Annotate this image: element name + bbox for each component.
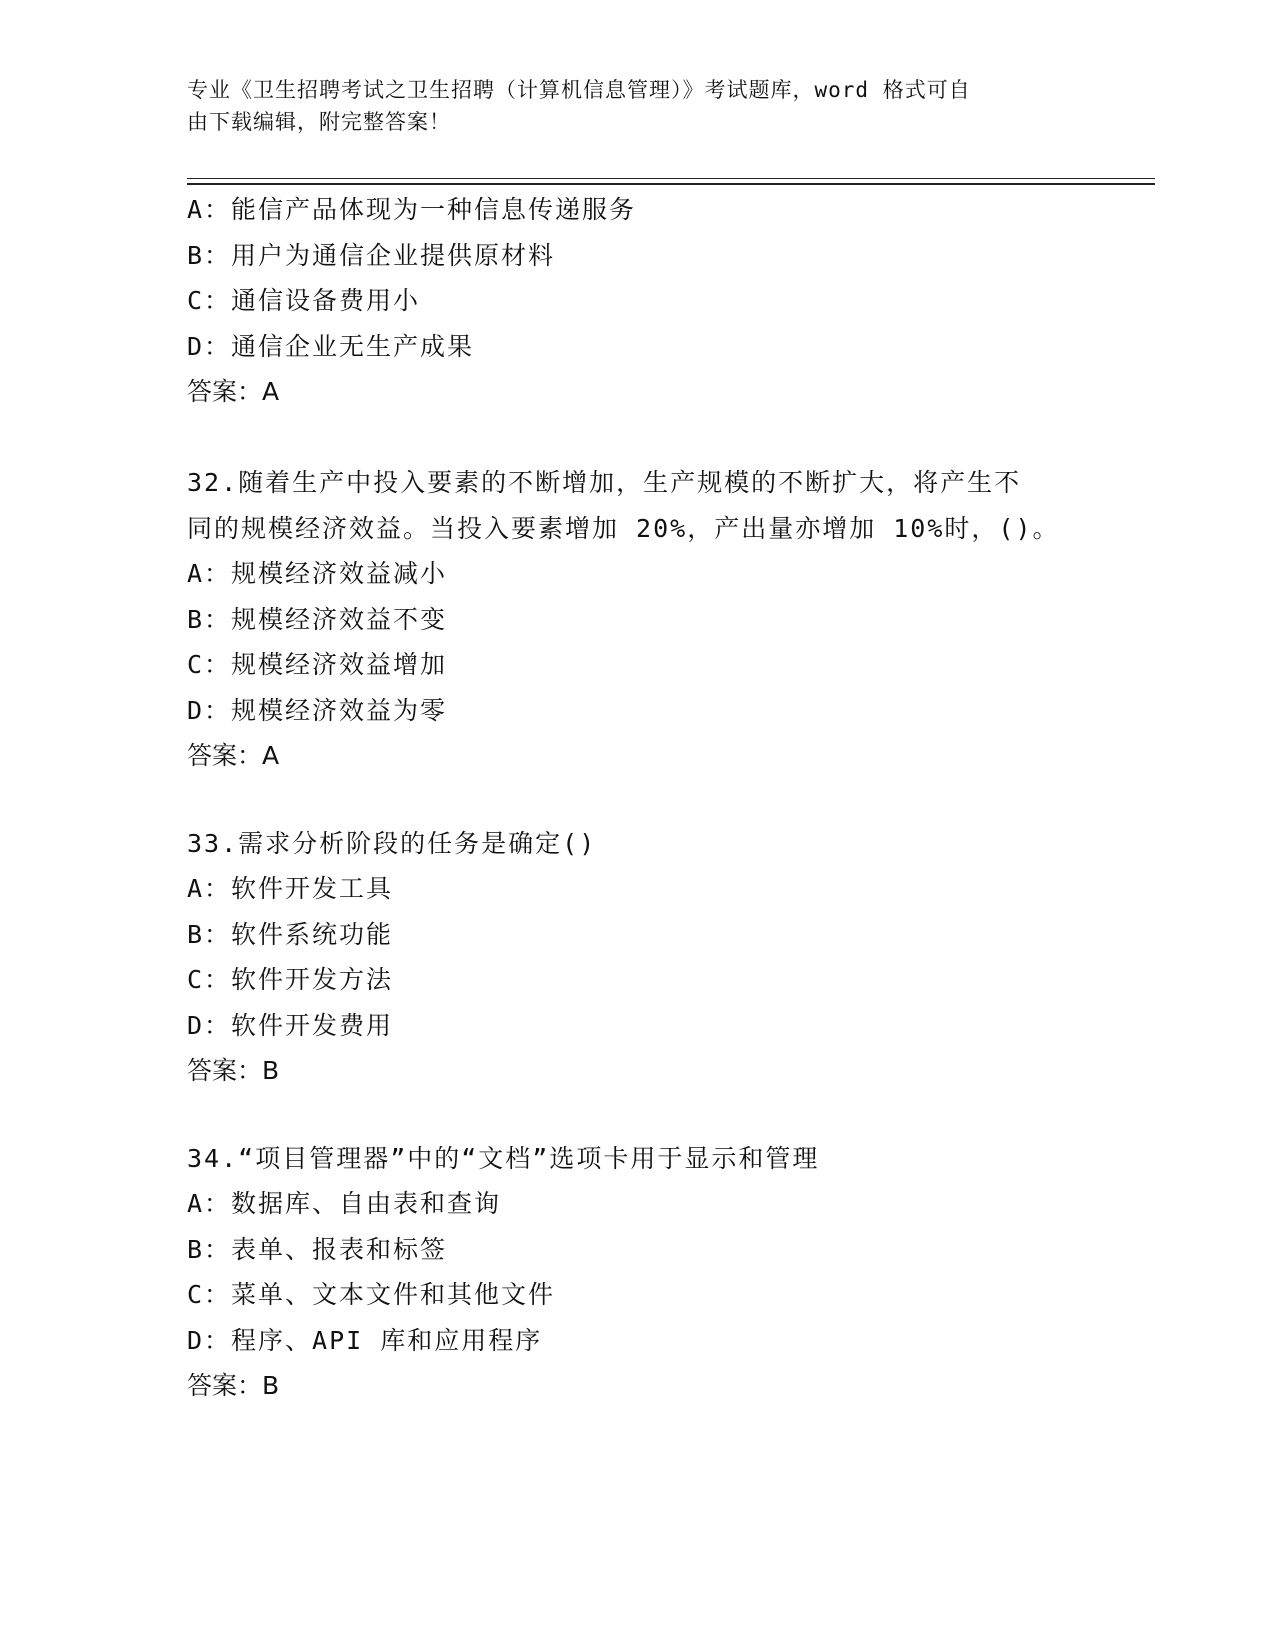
option-b: B：表单、报表和标签	[187, 1234, 448, 1264]
question-31	[187, 187, 1087, 415]
option-d: D：规模经济效益为零	[187, 695, 448, 725]
question-34	[187, 1136, 1087, 1409]
option-a: A：软件开发工具	[187, 874, 394, 903]
question-stem: 32.随着生产中投入要素的不断增加，生产规模的不断扩大，将产生不	[187, 468, 1022, 497]
question-32	[187, 460, 1087, 779]
option-c: C：软件开发方法	[187, 965, 394, 994]
question-33	[187, 821, 1087, 1094]
header-line-1: 专业《卫生招聘考试之卫生招聘（计算机信息管理）》考试题库，word 格式可自	[187, 78, 971, 102]
option-d: D：通信企业无生产成果	[187, 331, 475, 361]
option-a: A：规模经济效益减小	[187, 559, 448, 588]
spacer	[187, 415, 1087, 461]
option-c: C：菜单、文本文件和其他文件	[187, 1280, 556, 1309]
spacer	[187, 779, 1087, 821]
option-d: D：软件开发费用	[187, 1010, 394, 1040]
option-b: B：用户为通信企业提供原材料	[187, 240, 556, 270]
header-line-2: 由下载编辑，附完整答案！	[187, 110, 451, 134]
document-header	[187, 74, 1067, 138]
option-a: A：数据库、自由表和查询	[187, 1189, 502, 1218]
option-b: B：规模经济效益不变	[187, 604, 448, 634]
option-c: C：通信设备费用小	[187, 286, 421, 315]
answer: 答案：B	[187, 1056, 280, 1085]
question-stem: 33.需求分析阶段的任务是确定()	[187, 828, 597, 858]
option-a: A：能信产品体现为一种信息传递服务	[187, 195, 637, 224]
question-list	[187, 187, 1087, 1409]
question-stem-continued: 同的规模经济效益。当投入要素增加 20%，产出量亦增加 10%时，()。	[187, 513, 1060, 543]
spacer	[187, 1094, 1087, 1136]
header-divider-thin	[187, 178, 1155, 179]
answer: 答案：A	[187, 377, 280, 406]
option-c: C：规模经济效益增加	[187, 650, 448, 679]
option-b: B：软件系统功能	[187, 919, 394, 949]
header-divider-thick	[187, 183, 1155, 185]
question-stem: 34.“项目管理器”中的“文档”选项卡用于显示和管理	[187, 1143, 820, 1173]
option-d: D：程序、API 库和应用程序	[187, 1325, 543, 1355]
answer: 答案：A	[187, 741, 280, 770]
answer: 答案：B	[187, 1371, 280, 1400]
